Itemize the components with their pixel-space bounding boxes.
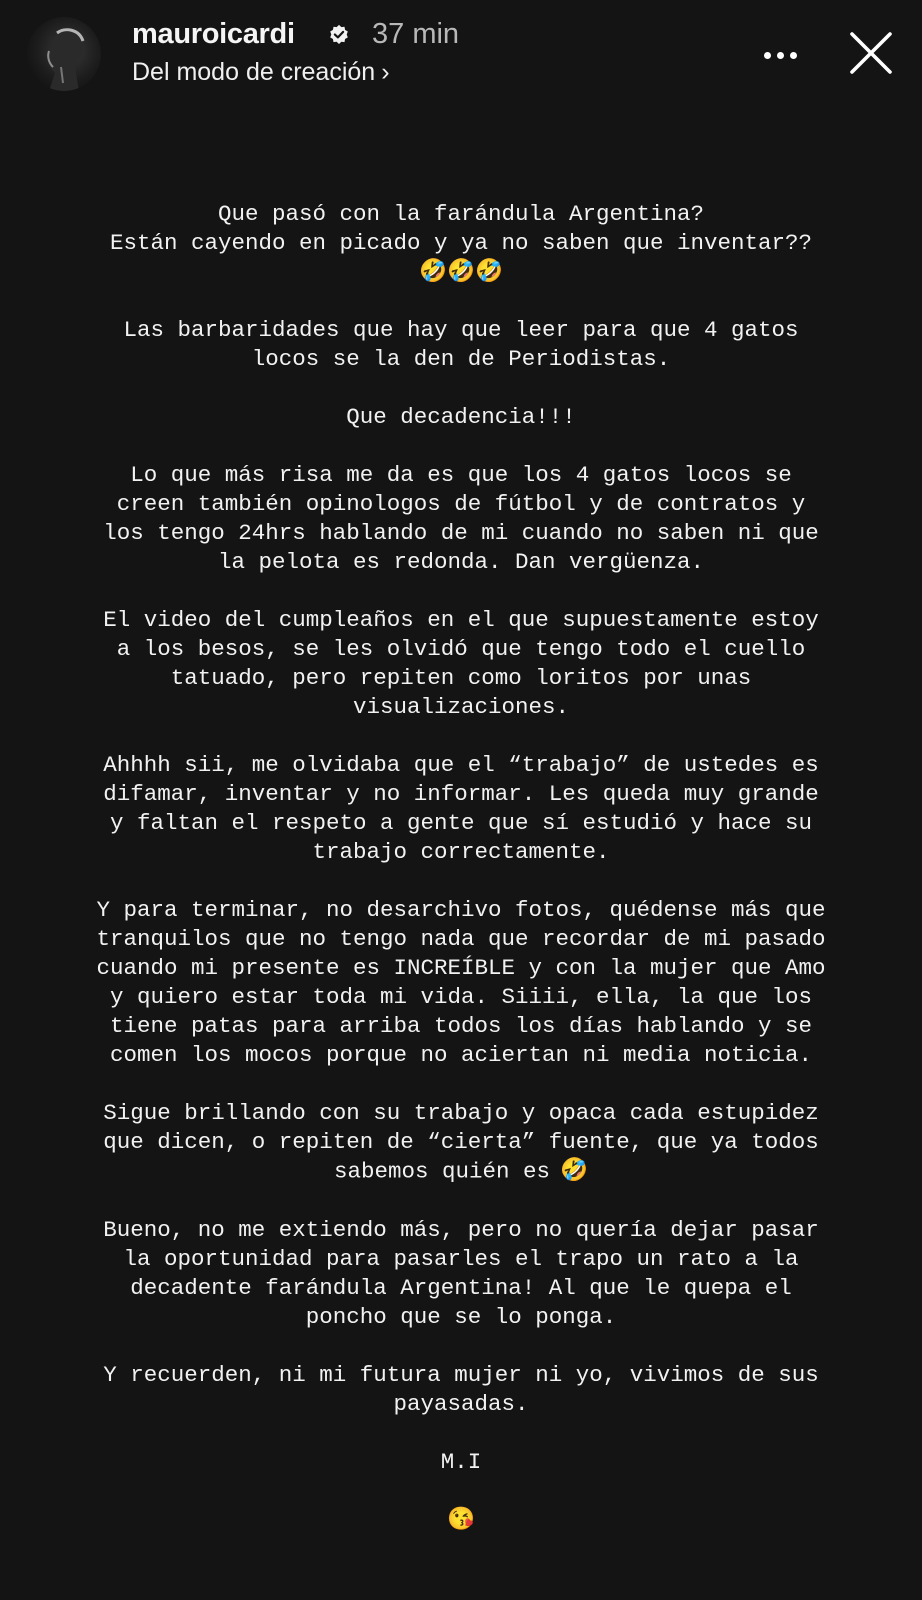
story-line-text: la pelota es redonda. Dan vergüenza. <box>217 549 705 576</box>
story-line-text: Que pasó con la farándula Argentina? <box>217 201 705 227</box>
story-text <box>0 200 922 1535</box>
story-line-text: la oportunidad para pasarles el trapo un rato a la <box>123 1245 799 1272</box>
more-dot-icon <box>777 52 784 59</box>
story-paragraph <box>0 316 922 374</box>
story-line-text: difamar, inventar y no informar. Les queda muy grande <box>103 781 819 808</box>
story-line <box>0 548 922 577</box>
story-line-text: creen también opinologos de fútbol y de contratos y <box>116 491 806 518</box>
story-line-text: y quiero estar toda mi vida. Siiii, ella, la que los <box>109 984 813 1011</box>
more-dot-icon <box>790 52 797 59</box>
story-line-text: Sigue brillando con su trabajo y opaca cada estupidez <box>103 1100 819 1127</box>
rolling-laughing-emoji-icon: 🤣 <box>475 259 504 285</box>
story-line-text: comen los mocos porque no aciertan ni media noticia. <box>109 1042 813 1069</box>
story-line-text: poncho que se lo ponga. <box>305 1303 617 1330</box>
story-line <box>0 1245 922 1274</box>
kiss-emoji-icon: 😘 <box>446 1506 475 1533</box>
story-line <box>0 809 922 838</box>
story-line-text: Y recuerden, ni mi futura mujer ni yo, vivimos de sus <box>103 1361 819 1388</box>
rolling-laughing-emoji-icon: 🤣 <box>446 259 475 285</box>
story-line <box>0 1157 922 1186</box>
story-line <box>0 316 922 345</box>
post-time: 37 min <box>372 18 460 50</box>
story-line <box>0 461 922 490</box>
story-line-text: Bueno, no me extiendo más, pero no quería dejar pasar <box>103 1216 819 1243</box>
story-line-text: a los besos, se les olvidó que tengo todo el cuello <box>116 636 806 663</box>
story-line <box>0 1216 922 1245</box>
story-line-text: tatuado, pero repiten como loritos por unas <box>170 665 752 692</box>
emoji-row <box>0 258 922 287</box>
story-line-text: tranquilos que no tengo nada que recordar de mi pasado <box>96 926 826 953</box>
story-line-text: Lo que más risa me da es que los 4 gatos locos se <box>130 462 792 489</box>
story-line <box>0 780 922 809</box>
story-paragraph <box>0 403 922 432</box>
story-line <box>0 490 922 519</box>
story-line-text: y faltan el respeto a gente que sí estudió y hace su <box>109 810 813 837</box>
story-line <box>0 1128 922 1157</box>
story-paragraph <box>0 1099 922 1186</box>
story-line-text: tiene patas para arriba todos los días hablando y se <box>109 1013 813 1040</box>
story-line <box>0 664 922 693</box>
rolling-laughing-emoji-icon: 🤣 <box>560 1158 589 1185</box>
story-line <box>0 345 922 374</box>
story-line-text: trabajo correctamente. <box>312 839 610 866</box>
story-line <box>0 519 922 548</box>
story-line <box>0 1361 922 1390</box>
story-line <box>0 1041 922 1070</box>
story-line <box>0 229 922 258</box>
story-line-text: Que decadencia!!! <box>346 404 576 431</box>
avatar-portrait-icon <box>27 17 101 91</box>
creation-mode-label: Del modo de creación <box>132 58 376 86</box>
rolling-laughing-emoji-icon: 🤣 <box>418 259 447 285</box>
story-paragraph <box>0 461 922 577</box>
close-icon[interactable] <box>848 30 894 76</box>
story-paragraph <box>0 751 922 867</box>
story-paragraph <box>0 896 922 1070</box>
more-dot-icon <box>764 52 771 59</box>
story-line-text: Ahhhh sii, me olvidaba que el “trabajo” de ustedes es <box>103 752 819 779</box>
story-line <box>0 751 922 780</box>
story-line <box>0 1012 922 1041</box>
story-line-text: Las barbaridades que hay que leer para que 4 gatos <box>123 317 799 344</box>
story-line <box>0 635 922 664</box>
story-line <box>0 1099 922 1128</box>
story-line <box>0 954 922 983</box>
signature: M.I <box>440 1448 482 1475</box>
story-line <box>0 693 922 722</box>
story-line <box>0 983 922 1012</box>
story-header <box>0 0 922 110</box>
story-line <box>0 403 922 432</box>
story-line <box>0 200 922 229</box>
story-line-text: los tengo 24hrs hablando de mi cuando no saben ni que <box>103 520 819 547</box>
story-line-text: sabemos quién es <box>333 1158 551 1185</box>
story-line-text: El video del cumpleaños en el que supuestamente estoy <box>103 607 819 634</box>
more-options-button[interactable] <box>760 40 800 70</box>
story-line-text: Y para terminar, no desarchivo fotos, quédense más que <box>96 897 826 924</box>
story-line <box>0 838 922 867</box>
story-paragraph <box>0 200 922 287</box>
story-line-text: payasadas. <box>393 1390 529 1417</box>
verified-badge-icon <box>328 24 350 46</box>
story-paragraph <box>0 1216 922 1332</box>
story-paragraph <box>0 606 922 722</box>
story-line-text: cuando mi presente es INCREÍBLE y con la mujer que Amo <box>96 955 826 982</box>
story-line-text: decadente farándula Argentina! Al que le quepa el <box>130 1274 792 1301</box>
story-line-text: que dicen, o repiten de “cierta” fuente, que ya todos <box>103 1129 819 1156</box>
story-line <box>0 896 922 925</box>
avatar[interactable] <box>27 17 101 91</box>
story-line <box>0 1390 922 1419</box>
story-paragraph <box>0 1361 922 1419</box>
story-line <box>0 1274 922 1303</box>
story-line-text: visualizaciones. <box>352 694 570 721</box>
creation-mode-link[interactable] <box>132 58 390 87</box>
story-line <box>0 925 922 954</box>
story-line <box>0 606 922 635</box>
story-line-text: Están cayendo en picado y ya no saben que inventar?? <box>109 230 813 256</box>
story-line <box>0 1303 922 1332</box>
chevron-right-icon: › <box>381 58 390 86</box>
story-line-text: locos se la den de Periodistas. <box>251 346 671 373</box>
username[interactable]: mauroicardi <box>132 18 295 50</box>
